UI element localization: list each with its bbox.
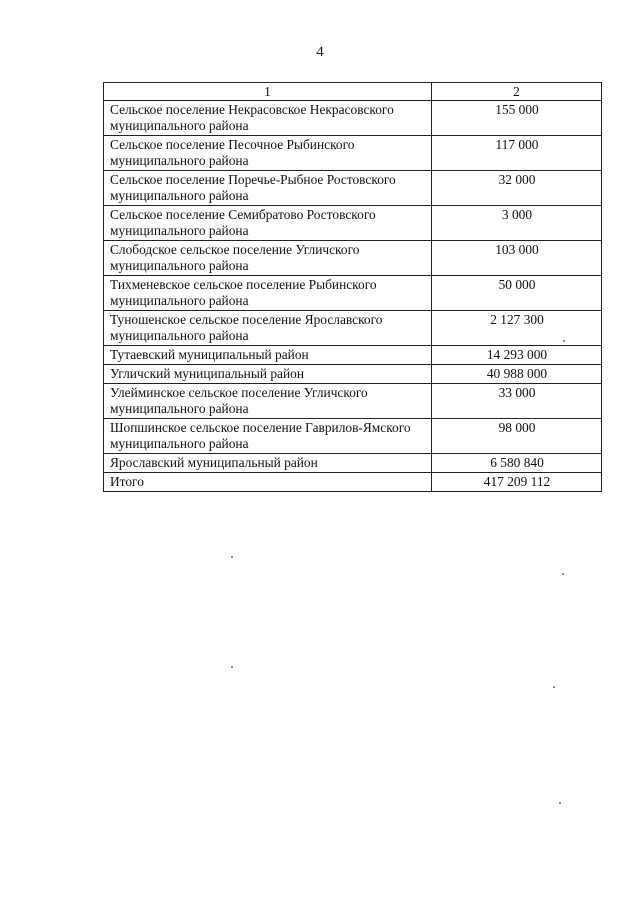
page-number: 4 xyxy=(316,44,324,60)
table-row xyxy=(104,311,602,346)
amount-value: 103 000 xyxy=(432,241,602,276)
scan-speck xyxy=(231,556,233,558)
table-row xyxy=(104,384,602,419)
table-row xyxy=(104,136,602,171)
amount-value: 117 000 xyxy=(432,136,602,171)
municipality-name: Тутаевский муниципальный район xyxy=(104,346,432,365)
amount-value: 3 000 xyxy=(432,206,602,241)
column-header-2: 2 xyxy=(432,83,602,101)
table-row xyxy=(104,454,602,473)
amount-value: 2 127 300 xyxy=(432,311,602,346)
total-label: Итого xyxy=(104,473,432,492)
municipality-name: Угличский муниципальный район xyxy=(104,365,432,384)
municipality-name: Ярославский муниципальный район xyxy=(104,454,432,473)
amount-value: 6 580 840 xyxy=(432,454,602,473)
table-header-row xyxy=(104,83,602,101)
amount-value: 50 000 xyxy=(432,276,602,311)
amount-value: 14 293 000 xyxy=(432,346,602,365)
table-row xyxy=(104,346,602,365)
scan-speck xyxy=(231,666,233,668)
amount-value: 155 000 xyxy=(432,101,602,136)
municipality-name: Сельское поселение Поречье-Рыбное Ростовского муниципального района xyxy=(104,171,432,206)
municipality-name: Улейминское сельское поселение Угличского муниципального района xyxy=(104,384,432,419)
amount-value: 32 000 xyxy=(432,171,602,206)
amount-value: 33 000 xyxy=(432,384,602,419)
municipality-name: Шопшинское сельское поселение Гаврилов-Ямского муниципального района xyxy=(104,419,432,454)
municipality-name: Тихменевское сельское поселение Рыбинского муниципального района xyxy=(104,276,432,311)
table-row xyxy=(104,276,602,311)
allocation-table xyxy=(103,82,602,492)
scan-speck xyxy=(553,686,555,688)
table-row xyxy=(104,365,602,384)
scan-speck xyxy=(559,802,561,804)
table-row xyxy=(104,206,602,241)
municipality-name: Сельское поселение Семибратово Ростовского муниципального района xyxy=(104,206,432,241)
municipality-name: Слободское сельское поселение Угличского муниципального района xyxy=(104,241,432,276)
scan-speck xyxy=(562,573,564,575)
total-row xyxy=(104,473,602,492)
table-row xyxy=(104,241,602,276)
amount-value: 98 000 xyxy=(432,419,602,454)
table-row xyxy=(104,419,602,454)
table-row xyxy=(104,101,602,136)
municipality-name: Сельское поселение Некрасовское Некрасовского муниципального района xyxy=(104,101,432,136)
amount-value: 40 988 000 xyxy=(432,365,602,384)
scan-speck xyxy=(563,340,565,342)
total-value: 417 209 112 xyxy=(432,473,602,492)
municipality-name: Сельское поселение Песочное Рыбинского муниципального района xyxy=(104,136,432,171)
table-row xyxy=(104,171,602,206)
column-header-1: 1 xyxy=(104,83,432,101)
municipality-name: Туношенское сельское поселение Ярославского муниципального района xyxy=(104,311,432,346)
